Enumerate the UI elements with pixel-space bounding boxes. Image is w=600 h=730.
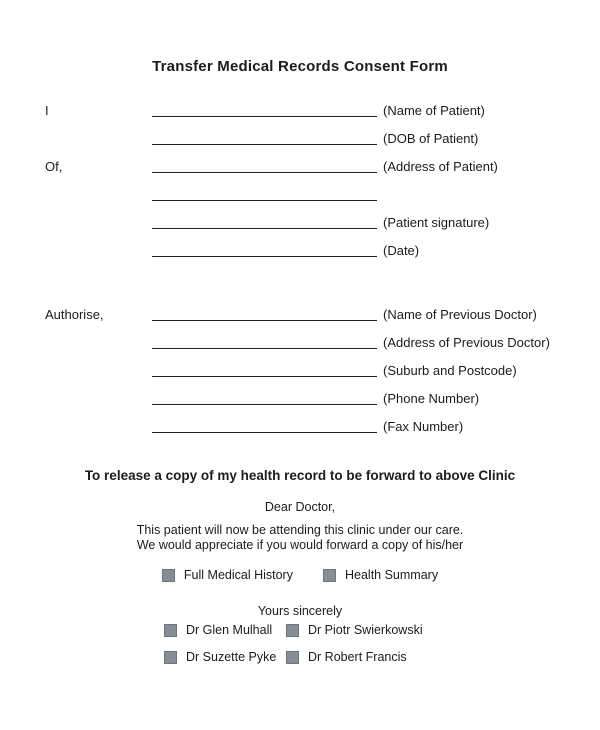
field-label: (Date) xyxy=(383,243,420,258)
option-dr-suzette-pyke[interactable] xyxy=(164,650,286,664)
field-label: (Fax Number) xyxy=(383,419,464,434)
field-row-patient-signature xyxy=(0,203,600,231)
doctors-options-grid xyxy=(0,623,600,664)
dr-suzette-pyke-checkbox-icon[interactable] xyxy=(164,651,177,664)
field-prefix: I xyxy=(45,103,49,118)
phone-number-line[interactable] xyxy=(152,388,377,405)
field-label: (Name of Patient) xyxy=(383,103,485,118)
field-row-phone-number xyxy=(0,379,600,407)
suburb-postcode-line[interactable] xyxy=(152,360,377,377)
field-row-patient-dob xyxy=(0,119,600,147)
doctor-label: Dr Glen Mulhall xyxy=(186,623,273,637)
salutation: Dear Doctor, xyxy=(264,500,336,514)
field-label: (Name of Previous Doctor) xyxy=(383,307,537,322)
full-medical-history-checkbox-icon[interactable] xyxy=(162,569,175,582)
fax-number-line[interactable] xyxy=(152,416,377,433)
field-label: (Suburb and Postcode) xyxy=(383,363,517,378)
field-label: (Phone Number) xyxy=(383,391,480,406)
field-label: (Address of Patient) xyxy=(383,159,498,174)
field-row-patient-name xyxy=(0,91,600,119)
option-health-summary[interactable] xyxy=(323,568,438,582)
option-dr-glen-mulhall[interactable] xyxy=(164,623,286,637)
closing-text: Yours sincerely xyxy=(257,604,343,618)
option-label: Health Summary xyxy=(344,568,439,582)
doctor-label: Dr Piotr Swierkowski xyxy=(308,623,423,637)
option-full-medical-history[interactable] xyxy=(162,568,293,582)
field-prefix xyxy=(45,146,152,147)
field-prefix xyxy=(45,258,152,259)
patient-fields-section xyxy=(0,91,600,259)
field-row-date xyxy=(0,231,600,259)
option-dr-robert-francis[interactable] xyxy=(286,650,436,664)
previous-doctor-fields-section xyxy=(0,295,600,435)
field-row-patient-address xyxy=(0,147,600,175)
patient-address-line-2[interactable] xyxy=(152,184,377,201)
form-title: Transfer Medical Records Consent Form xyxy=(152,58,448,75)
dr-piotr-swierkowski-checkbox-icon[interactable] xyxy=(286,624,299,637)
field-prefix xyxy=(45,434,152,435)
field-label: (Address of Previous Doctor) xyxy=(383,335,550,350)
previous-doctor-name-line[interactable] xyxy=(152,304,377,321)
doctor-label: Dr Suzette Pyke xyxy=(186,650,277,664)
option-dr-piotr-swierkowski[interactable] xyxy=(286,623,436,637)
field-prefix: Authorise, xyxy=(45,307,104,322)
field-row-previous-doctor-name xyxy=(0,295,600,323)
body-line-2: We would appreciate if you would forward a copy of his/her xyxy=(136,538,464,552)
field-label: (Patient signature) xyxy=(383,215,490,230)
field-prefix: Of, xyxy=(45,159,63,174)
field-prefix xyxy=(45,230,152,231)
field-prefix xyxy=(45,378,152,379)
patient-dob-line[interactable] xyxy=(152,128,377,145)
health-summary-checkbox-icon[interactable] xyxy=(323,569,336,582)
field-row-fax-number xyxy=(0,407,600,435)
field-prefix xyxy=(45,406,152,407)
field-row-suburb-postcode xyxy=(0,351,600,379)
body-text xyxy=(0,523,600,553)
dr-glen-mulhall-checkbox-icon[interactable] xyxy=(164,624,177,637)
body-line-1: This patient will now be attending this clinic under our care. xyxy=(136,523,464,537)
release-heading: To release a copy of my health record to be forward to above Clinic xyxy=(84,468,516,483)
option-label: Full Medical History xyxy=(183,568,293,582)
field-row-previous-doctor-address xyxy=(0,323,600,351)
patient-signature-line[interactable] xyxy=(152,212,377,229)
doctor-label: Dr Robert Francis xyxy=(308,650,407,664)
date-line[interactable] xyxy=(152,240,377,257)
field-prefix xyxy=(45,202,152,203)
patient-name-line[interactable] xyxy=(152,100,377,117)
record-options-row xyxy=(0,568,600,582)
field-prefix xyxy=(45,350,152,351)
field-row-patient-address-2 xyxy=(0,175,600,203)
previous-doctor-address-line[interactable] xyxy=(152,332,377,349)
field-label: (DOB of Patient) xyxy=(383,131,479,146)
dr-robert-francis-checkbox-icon[interactable] xyxy=(286,651,299,664)
patient-address-line[interactable] xyxy=(152,156,377,173)
